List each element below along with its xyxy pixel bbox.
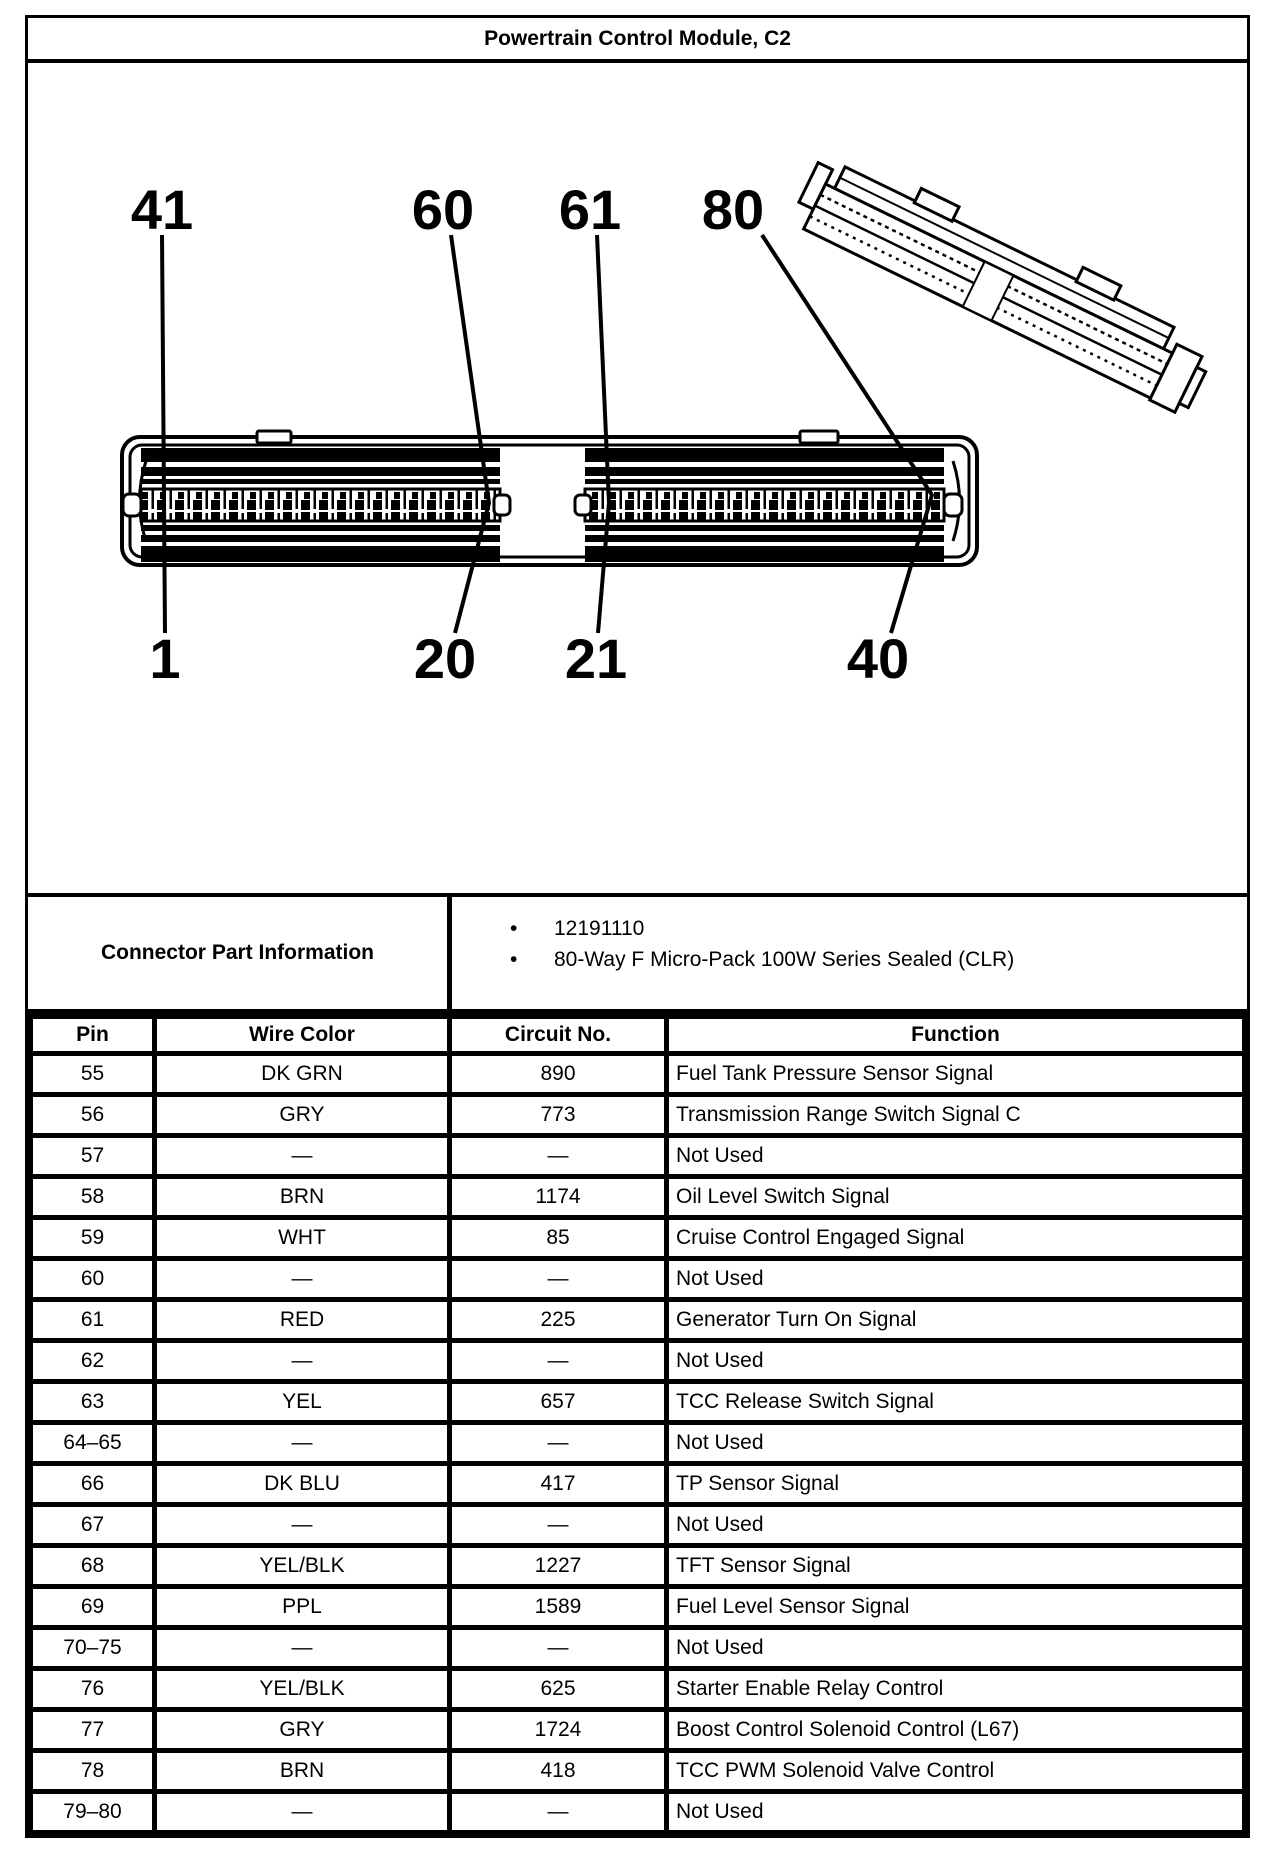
pin-cell: 64–65 (31, 1423, 155, 1464)
wire-color-cell: BRN (155, 1751, 450, 1792)
pin-cell: 55 (31, 1054, 155, 1095)
connector-part-information-row (28, 897, 1247, 1014)
pin-cell: 61 (31, 1300, 155, 1341)
circuit-no-cell: — (450, 1136, 667, 1177)
table-row (31, 1095, 1245, 1136)
list-item (510, 913, 1237, 944)
wire-color-cell: DK GRN (155, 1054, 450, 1095)
pin-cell: 63 (31, 1382, 155, 1423)
pin-61-label: 61 (558, 178, 622, 241)
wire-color-cell: WHT (155, 1218, 450, 1259)
table-row (31, 1669, 1245, 1710)
circuit-no-cell: 418 (450, 1751, 667, 1792)
pin-cell: 70–75 (31, 1628, 155, 1669)
pin-cell: 76 (31, 1669, 155, 1710)
wire-color-cell: DK BLU (155, 1464, 450, 1505)
lock-tab (257, 431, 291, 443)
table-row (31, 1587, 1245, 1628)
pin-cell: 69 (31, 1587, 155, 1628)
table-row (31, 1300, 1245, 1341)
wire-color-cell: YEL (155, 1382, 450, 1423)
function-cell: Not Used (667, 1628, 1245, 1669)
leader-60-20 (451, 235, 489, 633)
circuit-no-cell: 625 (450, 1669, 667, 1710)
circuit-no-cell: 85 (450, 1218, 667, 1259)
connector-part-information-list (452, 897, 1247, 1009)
wire-color-cell: YEL/BLK (155, 1546, 450, 1587)
wire-color-cell: GRY (155, 1095, 450, 1136)
pin-cell: 58 (31, 1177, 155, 1218)
wire-color-cell: — (155, 1792, 450, 1833)
pin-cell: 59 (31, 1218, 155, 1259)
table-row (31, 1628, 1245, 1669)
function-cell: Not Used (667, 1341, 1245, 1382)
pin-cell: 62 (31, 1341, 155, 1382)
circuit-no-cell: 225 (450, 1300, 667, 1341)
leader-61-21 (597, 235, 609, 633)
pin-40-label: 40 (846, 627, 910, 690)
function-cell: Not Used (667, 1423, 1245, 1464)
function-cell: Transmission Range Switch Signal C (667, 1095, 1245, 1136)
circuit-no-cell: 1589 (450, 1587, 667, 1628)
wire-color-cell: — (155, 1259, 450, 1300)
function-cell: TCC PWM Solenoid Valve Control (667, 1751, 1245, 1792)
table-row (31, 1792, 1245, 1833)
table-row (31, 1054, 1245, 1095)
wire-color-cell: GRY (155, 1710, 450, 1751)
wire-color-cell: BRN (155, 1177, 450, 1218)
function-cell: TCC Release Switch Signal (667, 1382, 1245, 1423)
col-header-function: Function (667, 1017, 1245, 1054)
page-title: Powertrain Control Module, C2 (28, 18, 1247, 63)
function-cell: Oil Level Switch Signal (667, 1177, 1245, 1218)
pin-21-label: 21 (564, 627, 628, 690)
circuit-no-cell: 657 (450, 1382, 667, 1423)
pin-cell: 67 (31, 1505, 155, 1546)
connector-diagram-drawing (28, 63, 1247, 893)
pin-cell: 57 (31, 1136, 155, 1177)
circuit-no-cell: — (450, 1792, 667, 1833)
pin-cell: 68 (31, 1546, 155, 1587)
wire-color-cell: — (155, 1136, 450, 1177)
leader-41-1 (162, 235, 165, 633)
pin-80-label: 80 (701, 178, 765, 241)
table-row (31, 1751, 1245, 1792)
circuit-no-cell: — (450, 1505, 667, 1546)
table-row (31, 1710, 1245, 1751)
function-cell: TFT Sensor Signal (667, 1546, 1245, 1587)
pin-bank-left (141, 489, 500, 521)
circuit-no-cell: 417 (450, 1464, 667, 1505)
function-cell: Fuel Tank Pressure Sensor Signal (667, 1054, 1245, 1095)
bullet-icon: • (510, 948, 518, 971)
part-description: 80-Way F Micro-Pack 100W Series Sealed (CLR) (554, 948, 1015, 971)
circuit-no-cell: — (450, 1628, 667, 1669)
connector-diagram (28, 63, 1247, 897)
connector-front-view (122, 431, 977, 565)
function-cell: Starter Enable Relay Control (667, 1669, 1245, 1710)
table-row (31, 1505, 1245, 1546)
function-cell: Cruise Control Engaged Signal (667, 1218, 1245, 1259)
function-cell: Not Used (667, 1505, 1245, 1546)
function-cell: Generator Turn On Signal (667, 1300, 1245, 1341)
wire-color-cell: RED (155, 1300, 450, 1341)
list-item (510, 944, 1237, 975)
circuit-no-cell: — (450, 1423, 667, 1464)
circuit-no-cell: 890 (450, 1054, 667, 1095)
pin-cell: 66 (31, 1464, 155, 1505)
page-frame (25, 15, 1250, 1838)
wire-color-cell: PPL (155, 1587, 450, 1628)
pin-20-label: 20 (413, 627, 477, 690)
pin-cell: 78 (31, 1751, 155, 1792)
pin-cell: 56 (31, 1095, 155, 1136)
table-row (31, 1218, 1245, 1259)
table-row (31, 1382, 1245, 1423)
table-row (31, 1136, 1245, 1177)
pin-41-label: 41 (130, 178, 194, 241)
pin-cell: 60 (31, 1259, 155, 1300)
lock-tab (800, 431, 838, 443)
table-row (31, 1423, 1245, 1464)
pin-bank-right (585, 489, 944, 521)
table-row (31, 1464, 1245, 1505)
table-row (31, 1341, 1245, 1382)
pin-cell: 79–80 (31, 1792, 155, 1833)
pin-cell: 77 (31, 1710, 155, 1751)
function-cell: Fuel Level Sensor Signal (667, 1587, 1245, 1628)
function-cell: Not Used (667, 1136, 1245, 1177)
wire-color-cell: — (155, 1341, 450, 1382)
pin-1-label: 1 (149, 627, 181, 690)
circuit-no-cell: 1174 (450, 1177, 667, 1218)
bullet-icon: • (510, 917, 518, 940)
table-header-row (31, 1017, 1245, 1054)
connector-part-information-label: Connector Part Information (28, 897, 452, 1009)
col-header-wire-color: Wire Color (155, 1017, 450, 1054)
wire-color-cell: YEL/BLK (155, 1669, 450, 1710)
circuit-no-cell: 1724 (450, 1710, 667, 1751)
function-cell: TP Sensor Signal (667, 1464, 1245, 1505)
leader-80-40 (762, 235, 932, 633)
table-row (31, 1259, 1245, 1300)
circuit-no-cell: 1227 (450, 1546, 667, 1587)
table-row (31, 1177, 1245, 1218)
function-cell: Boost Control Solenoid Control (L67) (667, 1710, 1245, 1751)
col-header-pin: Pin (31, 1017, 155, 1054)
function-cell: Not Used (667, 1259, 1245, 1300)
pin-60-label: 60 (411, 178, 475, 241)
circuit-no-cell: 773 (450, 1095, 667, 1136)
part-number: 12191110 (554, 917, 645, 940)
wire-color-cell: — (155, 1505, 450, 1546)
wire-color-cell: — (155, 1628, 450, 1669)
circuit-no-cell: — (450, 1259, 667, 1300)
wire-color-cell: — (155, 1423, 450, 1464)
pinout-table (28, 1014, 1247, 1835)
function-cell: Not Used (667, 1792, 1245, 1833)
circuit-no-cell: — (450, 1341, 667, 1382)
table-row (31, 1546, 1245, 1587)
col-header-circuit-no: Circuit No. (450, 1017, 667, 1054)
